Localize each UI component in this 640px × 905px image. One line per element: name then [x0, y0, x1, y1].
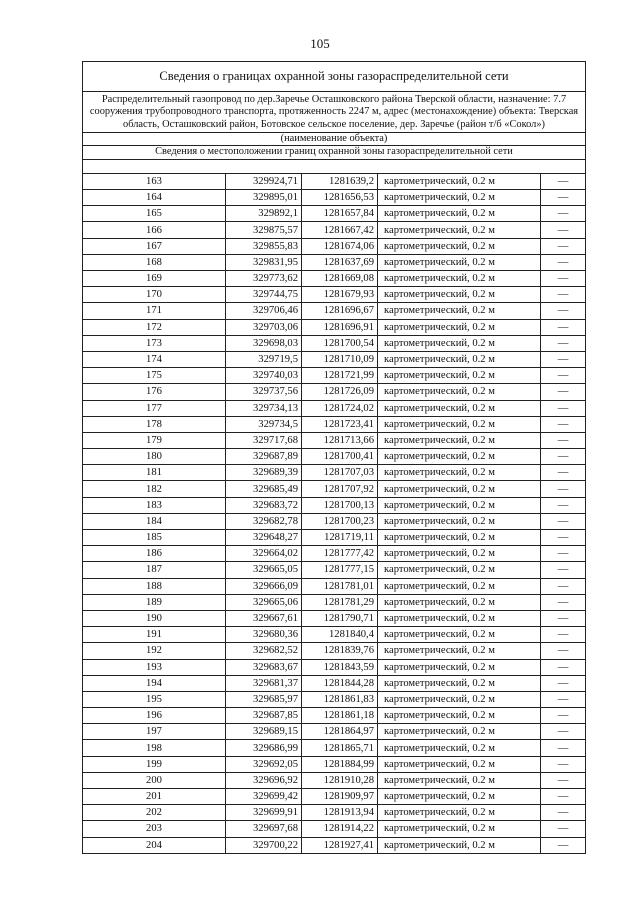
- y-coordinate-cell: 1281864,97: [302, 724, 378, 740]
- table-row: [83, 238, 585, 254]
- table-row: [83, 756, 585, 772]
- description-cell: —: [541, 287, 586, 303]
- object-name-caption: (наименование объекта): [83, 133, 585, 146]
- y-coordinate-cell: 1281710,09: [302, 351, 378, 367]
- method-cell: картометрический, 0.2 м: [378, 643, 541, 659]
- method-cell: картометрический, 0.2 м: [378, 772, 541, 788]
- description-cell: —: [541, 756, 586, 772]
- table-row: [83, 481, 585, 497]
- x-coordinate-cell: 329689,39: [226, 465, 302, 481]
- point-number-cell: 203: [83, 821, 226, 837]
- point-number-cell: 181: [83, 465, 226, 481]
- y-coordinate-cell: 1281707,92: [302, 481, 378, 497]
- table-row: [83, 643, 585, 659]
- description-cell: —: [541, 174, 586, 190]
- page-number: 105: [310, 36, 330, 51]
- table-row: [83, 432, 585, 448]
- table-row: [83, 837, 585, 853]
- method-cell: картометрический, 0.2 м: [378, 497, 541, 513]
- method-cell: картометрический, 0.2 м: [378, 740, 541, 756]
- point-number-cell: 197: [83, 724, 226, 740]
- description-cell: —: [541, 546, 586, 562]
- description-cell: —: [541, 319, 586, 335]
- method-cell: картометрический, 0.2 м: [378, 659, 541, 675]
- description-cell: —: [541, 190, 586, 206]
- y-coordinate-cell: 1281700,41: [302, 449, 378, 465]
- y-coordinate-cell: 1281781,01: [302, 578, 378, 594]
- description-cell: —: [541, 789, 586, 805]
- point-number-cell: 184: [83, 513, 226, 529]
- point-number-cell: 180: [83, 449, 226, 465]
- description-cell: —: [541, 384, 586, 400]
- point-number-cell: 171: [83, 303, 226, 319]
- point-number-cell: 179: [83, 432, 226, 448]
- table-row: [83, 335, 585, 351]
- x-coordinate-cell: 329687,89: [226, 449, 302, 465]
- x-coordinate-cell: 329648,27: [226, 530, 302, 546]
- method-cell: картометрический, 0.2 м: [378, 287, 541, 303]
- description-cell: —: [541, 578, 586, 594]
- x-coordinate-cell: 329682,78: [226, 513, 302, 529]
- x-coordinate-cell: 329692,05: [226, 756, 302, 772]
- x-coordinate-cell: 329892,1: [226, 206, 302, 222]
- y-coordinate-cell: 1281840,4: [302, 627, 378, 643]
- table-row: [83, 319, 585, 335]
- method-cell: картометрический, 0.2 м: [378, 530, 541, 546]
- method-cell: картометрический, 0.2 м: [378, 610, 541, 626]
- x-coordinate-cell: 329737,56: [226, 384, 302, 400]
- method-cell: картометрический, 0.2 м: [378, 724, 541, 740]
- table-row: [83, 206, 585, 222]
- table-row: [83, 222, 585, 238]
- method-cell: картометрический, 0.2 м: [378, 691, 541, 707]
- x-coordinate-cell: 329719,5: [226, 351, 302, 367]
- method-cell: картометрический, 0.2 м: [378, 271, 541, 287]
- x-coordinate-cell: 329665,05: [226, 562, 302, 578]
- y-coordinate-cell: 1281657,84: [302, 206, 378, 222]
- y-coordinate-cell: 1281913,94: [302, 805, 378, 821]
- method-cell: картометрический, 0.2 м: [378, 335, 541, 351]
- y-coordinate-cell: 1281719,11: [302, 530, 378, 546]
- method-cell: картометрический, 0.2 м: [378, 675, 541, 691]
- x-coordinate-cell: 329875,57: [226, 222, 302, 238]
- description-cell: —: [541, 481, 586, 497]
- point-number-cell: 200: [83, 772, 226, 788]
- x-coordinate-cell: 329665,06: [226, 594, 302, 610]
- y-coordinate-cell: 1281656,53: [302, 190, 378, 206]
- method-cell: картометрический, 0.2 м: [378, 837, 541, 853]
- method-cell: картометрический, 0.2 м: [378, 449, 541, 465]
- method-cell: картометрический, 0.2 м: [378, 562, 541, 578]
- table-row: [83, 449, 585, 465]
- description-cell: —: [541, 335, 586, 351]
- y-coordinate-cell: 1281844,28: [302, 675, 378, 691]
- table-row: [83, 659, 585, 675]
- method-cell: картометрический, 0.2 м: [378, 400, 541, 416]
- description-cell: —: [541, 772, 586, 788]
- point-number-cell: 186: [83, 546, 226, 562]
- table-row: [83, 610, 585, 626]
- method-cell: картометрический, 0.2 м: [378, 319, 541, 335]
- method-cell: картометрический, 0.2 м: [378, 416, 541, 432]
- method-cell: картометрический, 0.2 м: [378, 206, 541, 222]
- y-coordinate-cell: 1281927,41: [302, 837, 378, 853]
- method-cell: картометрический, 0.2 м: [378, 238, 541, 254]
- description-cell: —: [541, 708, 586, 724]
- point-number-cell: 196: [83, 708, 226, 724]
- method-cell: картометрический, 0.2 м: [378, 351, 541, 367]
- method-cell: картометрический, 0.2 м: [378, 578, 541, 594]
- method-cell: картометрический, 0.2 м: [378, 481, 541, 497]
- y-coordinate-cell: 1281777,15: [302, 562, 378, 578]
- table-row: [83, 789, 585, 805]
- x-coordinate-cell: 329855,83: [226, 238, 302, 254]
- y-coordinate-cell: 1281726,09: [302, 384, 378, 400]
- y-coordinate-cell: 1281669,08: [302, 271, 378, 287]
- y-coordinate-cell: 1281700,23: [302, 513, 378, 529]
- x-coordinate-cell: 329700,22: [226, 837, 302, 853]
- method-cell: картометрический, 0.2 м: [378, 303, 541, 319]
- y-coordinate-cell: 1281884,99: [302, 756, 378, 772]
- method-cell: картометрический, 0.2 м: [378, 594, 541, 610]
- description-cell: —: [541, 821, 586, 837]
- y-coordinate-cell: 1281700,13: [302, 497, 378, 513]
- x-coordinate-cell: 329686,99: [226, 740, 302, 756]
- x-coordinate-cell: 329696,92: [226, 772, 302, 788]
- point-number-cell: 175: [83, 368, 226, 384]
- point-number-cell: 167: [83, 238, 226, 254]
- y-coordinate-cell: 1281639,2: [302, 174, 378, 190]
- x-coordinate-cell: 329831,95: [226, 254, 302, 270]
- table-row: [83, 254, 585, 270]
- point-number-cell: 193: [83, 659, 226, 675]
- point-number-cell: 165: [83, 206, 226, 222]
- table-row: [83, 497, 585, 513]
- table-row: [83, 821, 585, 837]
- table-row: [83, 627, 585, 643]
- point-number-cell: 166: [83, 222, 226, 238]
- point-number-cell: 177: [83, 400, 226, 416]
- description-cell: —: [541, 691, 586, 707]
- method-cell: картометрический, 0.2 м: [378, 174, 541, 190]
- method-cell: картометрический, 0.2 м: [378, 756, 541, 772]
- table-row: [83, 578, 585, 594]
- x-coordinate-cell: 329734,13: [226, 400, 302, 416]
- document-title: Сведения о границах охранной зоны газораспределительной сети: [83, 62, 585, 92]
- x-coordinate-cell: 329687,85: [226, 708, 302, 724]
- y-coordinate-cell: 1281723,41: [302, 416, 378, 432]
- description-cell: —: [541, 206, 586, 222]
- table-row: [83, 740, 585, 756]
- y-coordinate-cell: 1281861,83: [302, 691, 378, 707]
- description-cell: —: [541, 643, 586, 659]
- x-coordinate-cell: 329689,15: [226, 724, 302, 740]
- x-coordinate-cell: 329706,46: [226, 303, 302, 319]
- x-coordinate-cell: 329895,01: [226, 190, 302, 206]
- x-coordinate-cell: 329666,09: [226, 578, 302, 594]
- y-coordinate-cell: 1281667,42: [302, 222, 378, 238]
- point-number-cell: 173: [83, 335, 226, 351]
- point-number-cell: 168: [83, 254, 226, 270]
- table-row: [83, 384, 585, 400]
- point-number-cell: 204: [83, 837, 226, 853]
- y-coordinate-cell: 1281861,18: [302, 708, 378, 724]
- y-coordinate-cell: 1281713,66: [302, 432, 378, 448]
- x-coordinate-cell: 329681,37: [226, 675, 302, 691]
- method-cell: картометрический, 0.2 м: [378, 708, 541, 724]
- table-row: [83, 724, 585, 740]
- method-cell: картометрический, 0.2 м: [378, 368, 541, 384]
- y-coordinate-cell: 1281674,06: [302, 238, 378, 254]
- point-number-cell: 188: [83, 578, 226, 594]
- x-coordinate-cell: 329773,62: [226, 271, 302, 287]
- y-coordinate-cell: 1281865,71: [302, 740, 378, 756]
- x-coordinate-cell: 329685,49: [226, 481, 302, 497]
- table-row: [83, 303, 585, 319]
- point-number-cell: 199: [83, 756, 226, 772]
- table-row: [83, 530, 585, 546]
- point-number-cell: 183: [83, 497, 226, 513]
- point-number-cell: 172: [83, 319, 226, 335]
- table-row: [83, 368, 585, 384]
- y-coordinate-cell: 1281914,22: [302, 821, 378, 837]
- point-number-cell: 163: [83, 174, 226, 190]
- description-cell: —: [541, 271, 586, 287]
- y-coordinate-cell: 1281790,71: [302, 610, 378, 626]
- description-cell: —: [541, 254, 586, 270]
- point-number-cell: 194: [83, 675, 226, 691]
- point-number-cell: 187: [83, 562, 226, 578]
- method-cell: картометрический, 0.2 м: [378, 432, 541, 448]
- y-coordinate-cell: 1281843,59: [302, 659, 378, 675]
- y-coordinate-cell: 1281679,93: [302, 287, 378, 303]
- x-coordinate-cell: 329667,61: [226, 610, 302, 626]
- table-row: [83, 805, 585, 821]
- x-coordinate-cell: 329703,06: [226, 319, 302, 335]
- y-coordinate-cell: 1281777,42: [302, 546, 378, 562]
- point-number-cell: 189: [83, 594, 226, 610]
- point-number-cell: 174: [83, 351, 226, 367]
- point-number-cell: 201: [83, 789, 226, 805]
- x-coordinate-cell: 329734,5: [226, 416, 302, 432]
- x-coordinate-cell: 329664,02: [226, 546, 302, 562]
- x-coordinate-cell: 329682,52: [226, 643, 302, 659]
- y-coordinate-cell: 1281839,76: [302, 643, 378, 659]
- description-cell: —: [541, 675, 586, 691]
- table-row: [83, 562, 585, 578]
- description-cell: —: [541, 449, 586, 465]
- description-cell: —: [541, 465, 586, 481]
- table-row: [83, 691, 585, 707]
- method-cell: картометрический, 0.2 м: [378, 627, 541, 643]
- x-coordinate-cell: 329744,75: [226, 287, 302, 303]
- table-row: [83, 513, 585, 529]
- method-cell: картометрический, 0.2 м: [378, 546, 541, 562]
- method-cell: картометрический, 0.2 м: [378, 789, 541, 805]
- object-description: Распределительный газопровод по дер.Заречье Осташковского района Тверской области, назначение: 7.7 сооружения трубопроводного транспорта, протяженность 2247 м, адрес (местонахождение) объекта: Тверская область, Осташковский район, Ботовское сельское поселение, дер. Заречье (район т/б «Сокол»): [83, 92, 585, 133]
- coordinates-table-body: [83, 174, 585, 853]
- description-cell: —: [541, 530, 586, 546]
- description-cell: —: [541, 594, 586, 610]
- x-coordinate-cell: 329924,71: [226, 174, 302, 190]
- point-number-cell: 192: [83, 643, 226, 659]
- table-row: [83, 675, 585, 691]
- description-cell: —: [541, 562, 586, 578]
- description-cell: —: [541, 368, 586, 384]
- point-number-cell: 202: [83, 805, 226, 821]
- x-coordinate-cell: 329685,97: [226, 691, 302, 707]
- table-row: [83, 465, 585, 481]
- method-cell: картометрический, 0.2 м: [378, 821, 541, 837]
- x-coordinate-cell: 329699,42: [226, 789, 302, 805]
- description-cell: —: [541, 740, 586, 756]
- y-coordinate-cell: 1281721,99: [302, 368, 378, 384]
- description-cell: —: [541, 222, 586, 238]
- description-cell: —: [541, 805, 586, 821]
- description-cell: —: [541, 497, 586, 513]
- description-cell: —: [557, 839, 569, 851]
- point-number-cell: 178: [83, 416, 226, 432]
- x-coordinate-cell: 329717,68: [226, 432, 302, 448]
- point-number-cell: 169: [83, 271, 226, 287]
- x-coordinate-cell: 329697,68: [226, 821, 302, 837]
- point-number-cell: 170: [83, 287, 226, 303]
- y-coordinate-cell: 1281909,97: [302, 789, 378, 805]
- x-coordinate-cell: 329699,91: [226, 805, 302, 821]
- point-number-cell: 182: [83, 481, 226, 497]
- point-number-cell: 198: [83, 740, 226, 756]
- y-coordinate-cell: 1281700,54: [302, 335, 378, 351]
- table-row: [83, 708, 585, 724]
- method-cell: картометрический, 0.2 м: [378, 513, 541, 529]
- point-number-cell: 191: [83, 627, 226, 643]
- point-number-cell: 176: [83, 384, 226, 400]
- method-cell: картометрический, 0.2 м: [378, 254, 541, 270]
- boundary-document: [82, 61, 586, 854]
- y-coordinate-cell: 1281781,29: [302, 594, 378, 610]
- description-cell: —: [541, 627, 586, 643]
- description-cell: —: [541, 351, 586, 367]
- x-coordinate-cell: 329680,36: [226, 627, 302, 643]
- x-coordinate-cell: 329698,03: [226, 335, 302, 351]
- coordinates-table: [83, 174, 585, 853]
- description-cell: —: [541, 659, 586, 675]
- point-number-cell: 190: [83, 610, 226, 626]
- method-cell: картометрический, 0.2 м: [378, 384, 541, 400]
- table-row: [83, 174, 585, 190]
- method-cell: картометрический, 0.2 м: [378, 222, 541, 238]
- method-cell: картометрический, 0.2 м: [378, 805, 541, 821]
- point-number-cell: 185: [83, 530, 226, 546]
- y-coordinate-cell: 1281910,28: [302, 772, 378, 788]
- y-coordinate-cell: 1281637,69: [302, 254, 378, 270]
- point-number-cell: 164: [83, 190, 226, 206]
- header-spacer-row: [83, 160, 585, 174]
- description-cell: —: [541, 513, 586, 529]
- y-coordinate-cell: 1281707,03: [302, 465, 378, 481]
- point-number-cell: 195: [83, 691, 226, 707]
- description-cell: —: [541, 238, 586, 254]
- x-coordinate-cell: 329683,67: [226, 659, 302, 675]
- y-coordinate-cell: 1281696,91: [302, 319, 378, 335]
- method-cell: картометрический, 0.2 м: [378, 190, 541, 206]
- method-cell: картометрический, 0.2 м: [378, 465, 541, 481]
- x-coordinate-cell: 329683,72: [226, 497, 302, 513]
- description-cell: —: [541, 432, 586, 448]
- table-row: [83, 594, 585, 610]
- description-cell: —: [541, 610, 586, 626]
- y-coordinate-cell: 1281724,02: [302, 400, 378, 416]
- description-cell: —: [541, 416, 586, 432]
- description-cell: —: [541, 400, 586, 416]
- y-coordinate-cell: 1281696,67: [302, 303, 378, 319]
- table-row: [83, 351, 585, 367]
- table-row: [83, 416, 585, 432]
- table-row: [83, 190, 585, 206]
- section-title: Сведения о местоположении границ охранной зоны газораспределительной сети: [83, 146, 585, 160]
- table-row: [83, 271, 585, 287]
- table-row: [83, 287, 585, 303]
- table-row: [83, 546, 585, 562]
- table-row: [83, 772, 585, 788]
- x-coordinate-cell: 329740,03: [226, 368, 302, 384]
- table-row: [83, 400, 585, 416]
- description-cell: —: [541, 303, 586, 319]
- description-cell: —: [541, 724, 586, 740]
